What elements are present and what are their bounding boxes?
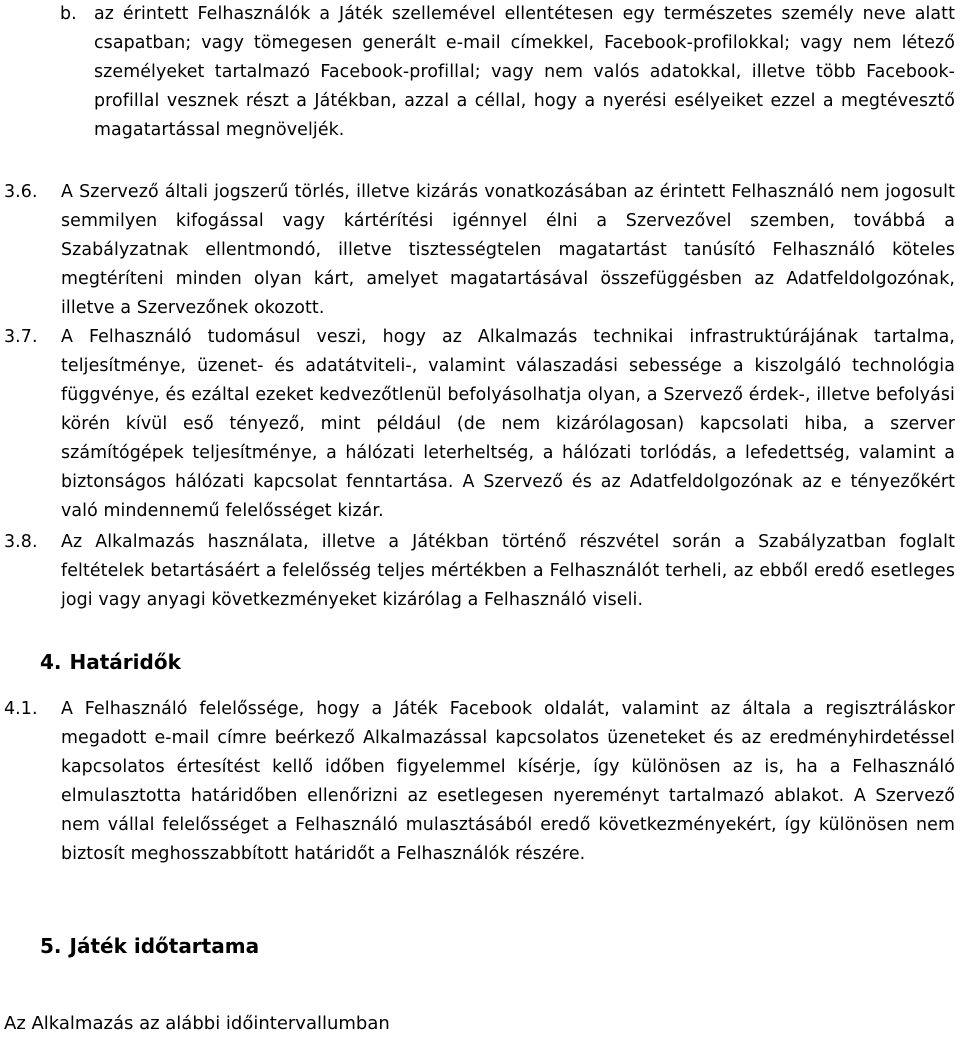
section-3-7 — [4, 323, 955, 526]
section-3-7-number: 3.7. — [4, 327, 38, 347]
sub-item-b-text: az érintett Felhasználók a Játék szellemével ellentétesen egy természetes személy neve alatt csapatban; vagy tömegesen generált e-mail címekkel, Facebook-profilokkal; vagy nem létező személyeket tartalmazó Facebook-profillal; vagy nem valós adatokkal, illetve több Facebook-profillal vesznek részt a Játékban, azzal a céllal, hogy a nyerési esélyeiket ezzel a megtévesztő magatartással megnöveljék. — [94, 4, 955, 140]
section-3-7-text: A Felhasználó tudomásul veszi, hogy az Alkalmazás technikai infrastruktúrájának tartalma, teljesítménye, üzenet- és adatátviteli-, valamint válaszadási sebessége a kiszolgáló technológia függvénye, és ezáltal ezeket kedvezőtlenül befolyásolhatja olyan, a Szervező érdek-, illetve befolyási körén kívül eső tényező, mint például (de nem kizárólagosan) kapcsolati hiba, a szerver számítógépek teljesítménye, a hálózati leterheltség, a hálózati torlódás, a lefedettség, valamint a biztonságos hálózati kapcsolat fenntartása. A Szervező és az Adatfeldolgozónak az e tényezőkért való mindennemű felelősséget kizár. — [61, 327, 955, 521]
section-3-6 — [4, 178, 955, 323]
heading-4-title: Határidők — [69, 650, 181, 674]
heading-section-4 — [40, 648, 181, 676]
trailing-text: Az Alkalmazás az alábbi időintervallumban — [4, 1013, 390, 1034]
heading-5-number: 5. — [40, 934, 62, 958]
sub-item-b-label: b. — [60, 4, 77, 24]
section-3-6-number: 3.6. — [4, 182, 38, 202]
section-4-1-number: 4.1. — [4, 699, 38, 719]
section-4-1-text: A Felhasználó felelőssége, hogy a Játék Facebook oldalát, valamint az általa a regisztráláskor megadott e-mail címre beérkező Alkalmazással kapcsolatos üzeneteket és az eredményhirdetéssel kapcsolatos értesítést kellő időben figyelemmel kísérje, így különösen az is, ha a Felhasználó elmulasztotta határidőben ellenőrizni az esetlegesen nyereményt tartalmazó ablakot. A Szervező nem vállal felelősséget a Felhasználó mulasztásából eredő következményekért, így különösen nem biztosít meghosszabbított határidőt a Felhasználók részére. — [61, 699, 955, 864]
section-4-1 — [4, 695, 955, 869]
section-3-6-text: A Szervező általi jogszerű törlés, illetve kizárás vonatkozásában az érintett Felhasználó nem jogosult semmilyen kifogással vagy kártérítési igénnyel élni a Szervezővel szemben, továbbá a Szabályzatnak ellentmondó, illetve tisztességtelen magatartást tanúsító Felhasználó köteles megtéríteni minden olyan kárt, amelyet magatartásával összefüggésben az Adatfeldolgozónak, illetve a Szervezőnek okozott. — [61, 182, 955, 318]
section-3-8 — [4, 528, 955, 615]
section-3-8-text: Az Alkalmazás használata, illetve a Játékban történő részvétel során a Szabályzatban foglalt feltételek betartásáért a felelősség teljes mértékben a Felhasználót terheli, az ebből eredő esetleges jogi vagy anyagi következményeket kizárólag a Felhasználó viseli. — [61, 532, 955, 610]
heading-5-title: Játék időtartama — [69, 934, 260, 958]
heading-section-5 — [40, 932, 259, 960]
sub-item-b — [60, 0, 955, 145]
heading-4-number: 4. — [40, 650, 62, 674]
section-3-8-number: 3.8. — [4, 532, 38, 552]
